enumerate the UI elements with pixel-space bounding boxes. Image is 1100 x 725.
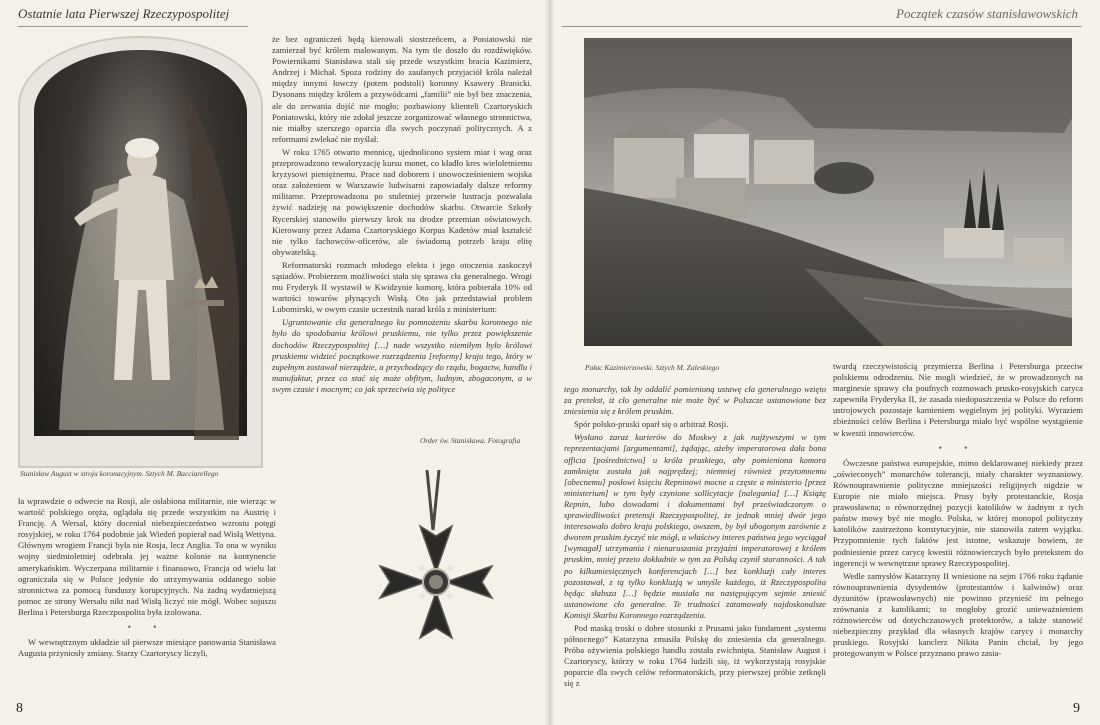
section-separator: • • (127, 622, 167, 633)
page-number-left: 8 (16, 701, 23, 716)
page-number-right: 9 (1073, 701, 1080, 716)
paragraph: W roku 1765 otwarto mennicę, ujednolicono system miar i wag oraz przeprowadzono rewaloryzację kursu monet, co kładło kres wieloletniemu kryzysowi pieniężnemu. Prace nad doborem i unowocześnieniem wojska oraz założeniem w Warszawie ludwisarni zapowiadały dalsze reformy militarne. Przeprowadzona po stuletniej przerwie lustracja pozwalała żywić nadzieję na powiększenie dochodów skarbu. Otwarcie Szkoły Rycerskiej stanowiło pierwszy krok na drodze przemian oświatowych. Kierowany przez Adama Czartoryskiego Korpus Kadetów miał kształcić nie tylko fachowców-oficerów, ale świadomą potrzeb kraju elitę obywatelską. (272, 146, 532, 257)
paragraph: Pod maską troski o dobre stosunki z Prusami jako fundament „systemu północnego” Katarzyna zmusiła Polskę do zniesienia cła generalnego. Próba ożywienia polskiego handlu została zwichnięta. Stanisław August i Czartoryscy, którzy w roku 1764 ludzili się, iż wykorzystają rosyjskie poparcie dla swych celów reformatorskich, przy pierwszej próbie zetknęli się z (564, 622, 826, 689)
left-bottom-column (18, 496, 276, 661)
right-right-column (833, 361, 1083, 661)
running-head-left: Ostatnie lata Pierwszej Rzeczypospolitej (18, 6, 230, 21)
quote-paragraph: Ugruntowanie cła generalnego ku pomnożeniu skarbu koronnego nie było do spodobania królowi pruskiemu, nie tylko przez powiększenie dochodów Rzeczypospolitej […] nade wszystko niemiłym było królowi pruskiemu widzieć początkowe rozrządzenia [reformy] kraju tego, który w zupełnym zostawał nierządzie, a przychodzący do rządu, bogactw, handlu i manufaktur, przez co stać się może obfitym, ludnym, zbogaconym, a w swym czasie i mocnym; co jak sprzeciwia się polityce (272, 317, 532, 394)
portrait-caption: Stanisław August w stroju koronacyjnym. Sztych M. Bacciarellego (20, 469, 219, 478)
palace-engraving (584, 38, 1072, 346)
portrait-engraving (18, 36, 263, 468)
palace-caption: Pałac Kazimierzowski. Sztych M. Zaleskiego (585, 363, 720, 372)
header-rule-left (18, 26, 248, 27)
paragraph: W wewnętrznym układzie sił pierwsze miesiące panowania Stanisława Augusta przyniosły zmiany. Starzy Czartoryscy liczyli, (18, 637, 276, 659)
section-separator: • • (938, 442, 978, 453)
running-head-right: Początek czasów stanisławowskich (896, 6, 1078, 21)
header-rule-right (562, 26, 1082, 27)
order-cross-icon (357, 470, 515, 640)
portrait-figure-icon (34, 50, 249, 440)
quote-paragraph: tego monarchy, tak by oddalić pomienioną ustawę cła generalnego wzięto za pretekst, iż cło generalne nie może być w Polszcze ustanowione bez zniesienia się z królem pruskim. (564, 384, 826, 417)
paragraph: że bez ograniczeń będą kierowali siostrzeńcem, a Poniatowski nie zamierzał być królem malowanym. Na tym tle doszło do rozdźwięków. Powiernikami Stanisława stali się przede wszystkim bracia Kazimierz, Andrzej i Michał. Spoza rodziny do zaufanych przyjaciół króla należał między innymi łowczy (potem podstoli) koronny Ksawery Branicki. Dysonans między królem a przywódcami „familii” nie był bez znaczenia, ale do zerwania dojść nie mogło; pozbawiony klienteli Czartoryskich Poniatowski, który nie zdołał jeszcze zorganizować własnego stronnictwa, nie miałby szerszego oparcia dla swych poczynań politycznych. A z reformami zwlekać nie myślał. (272, 34, 532, 144)
paragraph: Spór polsko-pruski oparł się o arbitraż Rosji. (574, 419, 729, 430)
left-right-column (272, 34, 532, 397)
quote-paragraph: Wysłano zaraz kurierów do Moskwy z jak najżywszymi w tym reprezentacjami [argumentami], żądając, ażeby imperatorowa dała bona officia [pośrednictwo] u króla pruskiego, aby pomieniona komora zamknięta została jak najprędzej; niemniej również przytomnemu [obecnemu] posłowi księciu Repninowi mocne a częste a ministerio [przez ministerium] w tym były czynione sollicytacje [nalegania] […] Książę Repnin, lubo dowodami i dokumentami był przeświadczonym o sprawiedliwości pretensji Rzeczypospolitej, że jednak mniej dwór jego interesowało dobro kraju polskiego, owszem, by był ubogonym zarównie z dworem pruskim życzyć nie mógł, a właściwy interes państwa jego wyciągał [wymagał] utrzymania i nienaruszania przyjaźni imperatorowej z królem pruskim, mniej przeto dokładnie w tym za Polską czynił staranności. A tak po kilkumiesięcznych konferencjach […] bez konkluzji cały interes pozostawał, z tą tylko konkluzją w umyśle każdego, iż Rzeczypospolita będąc słabsza […] będzie musiała na następującym sejmie zniesić ustanowione cło generalne. Te trudności zatamowały najdoskonalsze Komisji Skarbu Koronnego rozrządzenia. (564, 432, 826, 620)
right-page (550, 0, 1100, 725)
paragraph: Reformatorski rozmach młodego elekta i jego otoczenia zaskoczył sąsiadów. Probierzem możliwości stała się sprawa cła generalnego. Wrogi mu Fryderyk II wystawił w Kwidzynie komorę, która pobierała 10% od wartości towarów płynących Wisłą. Oto jak przedstawiał problem Lubomirski, w owym czasie uczestnik narad króla z ministerium: (272, 259, 532, 315)
paragraph: twardą rzeczywistością przymierza Berlina i Petersburga przeciw polskiemu odrodzeniu. Nie mogli wiedzieć, że w prowadzonych na marginesie sprawy cła poufnych rozmowach prusko-rosyjskich caryca zapewniła Fryderyka II, że zasada niedopuszczenia w Polsce do reform ustrojowych pozostaje kamieniem węgielnym jej polityki. Wyraziem zbieżności celów Berlina i Petersburga miało być wspólne wystąpienie w kwestii innowierców. (833, 361, 1083, 438)
paragraph: Ówczesne państwa europejskie, mimo deklarowanej niekiedy przez „oświeconych” monarchów tolerancji, miały charakter wyznaniowy. Równouprawnienie polityczne mniejszości religijnych nigdzie w Europie nie miało miejsca. Prusy były protestanckie, Rosja prawosławna; o równorzędnej pozycji katolików w żadnym z tych państw mowy być nie mogło. Polska, w której monopol polityczny katolików zastrzeżono konstytucyjnie, nie stanowiła zatem wyjątku. Przypomnienie tych faktów jest istotne, wskazuje bowiem, że podniesienie przez carycę kwestii różnowierczych było pretekstem do ingerencji w wewnętrzne sprawy Rzeczypospolitej. (833, 457, 1083, 568)
palace-landscape-icon (584, 38, 1072, 346)
order-caption: Order św. Stanisława. Fotografia (420, 436, 521, 445)
paragraph: Wedle zamysłów Katarzyny II wniesione na sejm 1766 roku żądanie równouprawnienia dysydentów (protestantów i kalwinów) oraz dyzunitów (prawosławnych) nie powinno przynieść im pełnego zrównania z katolikami; to mogłoby grozić unieważnieniem różnowierców od dotychczasowych protektorów, a także stanowić niebezpieczny przykład dla własnych krajów carycy i monarchy pruskiego. Rosyjski kanclerz Nikita Panin chciał, by jego protegowanym w Polsce przyznano prawo zasia- (833, 570, 1083, 659)
paragraph: ła wprawdzie o odwecie na Rosji, ale osłabiona militarnie, nie wierząc w wartość polskiego oręża, oglądała się przede wszystkim na Austrię i Francję. A Wersal, który doceniał niebezpieczeństwo wzrostu potęgi rosyjskiej, w roku 1764 podobnie jak Wiedeń popierał nad Wisłą Wettyna. Głównym wrogiem Francji była nie Rosja, lecz Anglia. To ona w wyniku wojny siedmioletniej odebrała jej ważne kolonie na kontynencie amerykańskim. Wyczerpana militarnie i finansowo, Francja od wielu lat ograniczała się w Polsce jedynie do utrzymywania oddanego sobie stronnictwa za pomocą funduszy korupcyjnych. Na żadną wydatniejszą pomoc ze strony Wersalu nikt nad Wisłą liczyć nie mógł. Wobec sojuszu Berlina i Petersburga Rzeczpospolita była izolowana. (18, 496, 276, 617)
order-st-stanislaus-image (357, 470, 515, 640)
book-gutter (545, 0, 555, 725)
right-left-column (564, 384, 826, 692)
